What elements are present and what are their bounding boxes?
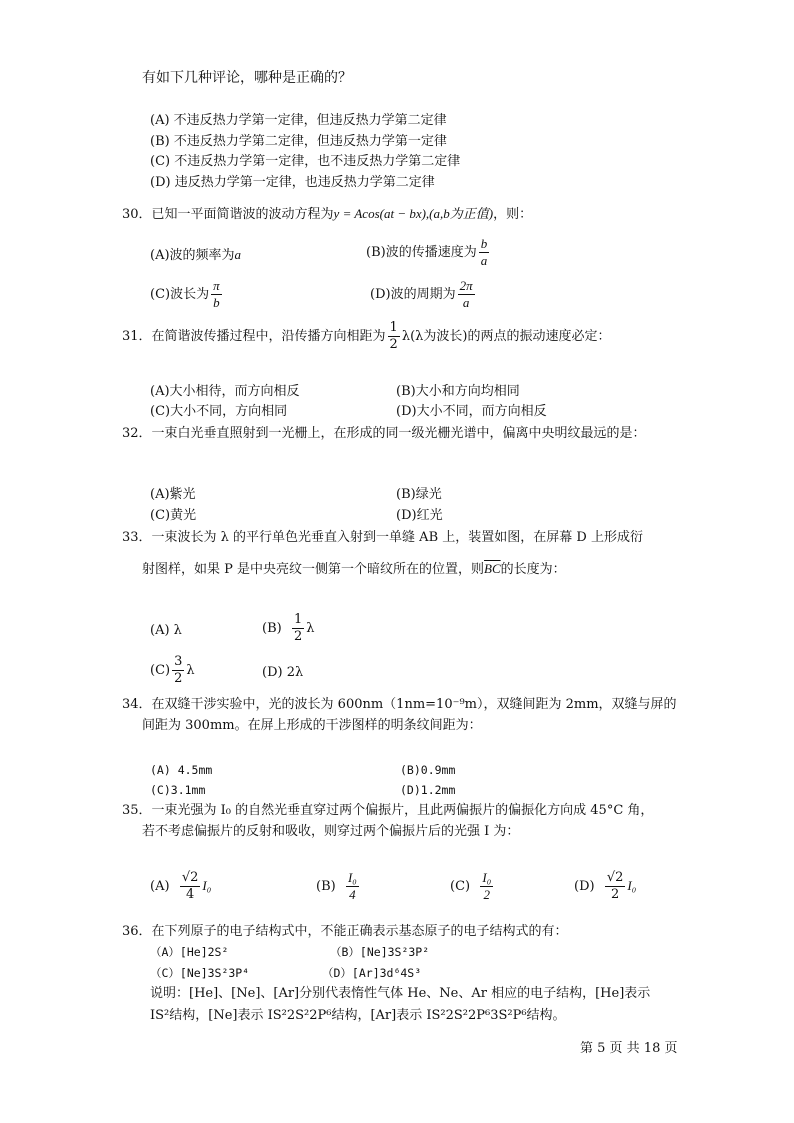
- q33-option-c-fraction: [172, 654, 184, 687]
- q35-option-c-fraction: [480, 870, 493, 903]
- q33-option-b-label: (B): [262, 621, 282, 636]
- q33-option-b-fraction: [292, 612, 304, 645]
- q30-option-d-fraction: [458, 278, 475, 311]
- q29-stem: 有如下几种评论，哪种是正确的？: [142, 70, 352, 86]
- q33-b-numerator: 1: [293, 612, 303, 627]
- q30-option-a: [150, 246, 241, 265]
- q31-option-b: (B)大小和方向均相同: [396, 384, 520, 399]
- q29-option-c: (C) 不违反热力学第一定律，也不违反热力学第二定律: [150, 154, 461, 169]
- q32-stem: 32．一束白光垂直照射到一光栅上，在形成的同一级光栅光谱中，偏离中央明纹最远的是：: [122, 426, 646, 441]
- q30-b-numerator: b: [480, 236, 488, 251]
- q31-lambda: λ(λ为波长): [401, 329, 468, 344]
- q35-option-c-label: (C): [450, 879, 471, 894]
- q34-line2: 间距为 300mm。在屏上形成的干涉图样的明条纹间距为：: [142, 718, 482, 733]
- q30-d-denominator: a: [462, 295, 470, 310]
- q34-option-c: (C)3.1mm: [150, 783, 206, 797]
- q36-option-a: （A）[He]2S²: [150, 945, 229, 959]
- q31-suffix: 的两点的振动速度必定：: [467, 329, 611, 344]
- q35-option-d-fraction: [605, 870, 626, 903]
- q35-line2: 若不考虑偏振片的反射和吸收，则穿过两个偏振片后的光强 I 为：: [142, 824, 520, 839]
- q35-c-numerator: I₀: [482, 870, 492, 885]
- q31-denominator: 2: [389, 337, 398, 352]
- q35-a-numerator: √2: [181, 870, 199, 885]
- q34-option-d: (D)1.2mm: [400, 783, 456, 797]
- q33-option-d: (D) 2λ: [262, 665, 304, 680]
- q35-option-a: [150, 870, 211, 903]
- q30-option-b-label: (B)波的传播速度为: [366, 245, 477, 260]
- q30-option-c: [150, 278, 224, 311]
- q34-line1: 34．在双缝干涉实验中，光的波长为 600nm（1nm=10⁻⁹m），双缝间距为 2mm，双缝与屏的: [122, 697, 677, 712]
- q31-option-a: (A)大小相待，而方向相反: [150, 384, 300, 399]
- q30-option-d-label: (D)波的周期为: [370, 287, 456, 302]
- q30-option-c-fraction: [211, 278, 222, 311]
- q33-c-lambda: λ: [186, 663, 195, 678]
- q33-c-denominator: 2: [174, 671, 183, 686]
- q35-option-a-fraction: [180, 870, 201, 903]
- q34-option-a: (A) 4.5mm: [150, 763, 213, 777]
- q30-option-c-label: (C)波长为: [150, 287, 210, 302]
- q33-line2-prefix: 射图样，如果 P 是中央亮纹一侧第一个暗纹所在的位置，则: [142, 562, 485, 577]
- q30-c-numerator: π: [213, 278, 220, 293]
- q35-option-b-label: (B): [316, 879, 336, 894]
- q35-b-denominator: 4: [349, 887, 356, 902]
- q30-option-a-label: (A)波的频率为: [150, 248, 235, 263]
- q35-d-intensity: I₀: [627, 878, 637, 893]
- q30-suffix: ，则：: [493, 207, 533, 222]
- q31-fraction: [388, 320, 400, 353]
- q30-stem: [122, 205, 532, 224]
- q36-option-b: （B）[Ne]3S²3P²: [330, 945, 430, 959]
- q36-option-c: （C）[Ne]3S²3P⁴: [150, 966, 250, 980]
- q35-option-d-label: (D): [574, 879, 595, 894]
- q30-option-d: [370, 278, 477, 311]
- q33-line1: 33．一束波长为 λ 的平行单色光垂直入射到一单缝 AB 上，装置如图，在屏幕 D 上形成衍: [122, 530, 643, 545]
- q30-option-a-var: a: [234, 247, 242, 262]
- page-number: 第 5 页 共 18 页: [580, 1041, 678, 1056]
- q33-option-c: [150, 654, 195, 687]
- q33-b-denominator: 2: [293, 629, 303, 644]
- q30-equation: y = Acos(at − bx),(a,b为正值): [333, 206, 494, 221]
- q31-option-d: (D)大小不同，而方向相反: [396, 404, 547, 419]
- q35-b-numerator: I₀: [347, 870, 357, 885]
- q29-option-a: (A) 不违反热力学第一定律，但违反热力学第二定律: [150, 113, 447, 128]
- q29-option-d: (D) 违反热力学第一定律，也违反热力学第二定律: [150, 175, 435, 190]
- q35-option-b: [316, 870, 361, 903]
- q36-note-line1: 说明：[He]、[Ne]、[Ar]分别代表惰性气体 He、Ne、Ar 相应的电子结构，[He]表示: [150, 986, 651, 1001]
- q35-option-c: [450, 870, 495, 903]
- q34-option-b: (B)0.9mm: [400, 763, 456, 777]
- q33-option-a: (A) λ: [150, 623, 182, 638]
- q33-b-lambda: λ: [306, 621, 315, 636]
- q29-option-b: (B) 不违反热力学第二定律，但违反热力学第一定律: [150, 134, 447, 149]
- q33-c-numerator: 3: [174, 654, 183, 669]
- q35-a-denominator: 4: [185, 887, 195, 902]
- q33-line2-suffix: 的长度为：: [500, 562, 566, 577]
- q35-d-denominator: 2: [610, 887, 620, 902]
- q32-option-c: (C)黄光: [150, 508, 197, 523]
- q35-option-b-fraction: [346, 870, 359, 903]
- q33-option-b: [262, 612, 315, 645]
- q35-line1: 35．一束光强为 I₀ 的自然光垂直穿过两个偏振片，且此两偏振片的偏振化方向成 45°C 角，: [122, 803, 654, 818]
- q31-stem: [122, 320, 610, 353]
- q30-b-denominator: a: [480, 253, 488, 268]
- q30-prefix: 30．已知一平面简谐波的波动方程为: [122, 207, 334, 222]
- q35-option-d: [574, 870, 636, 903]
- q36-option-d: （D）[Ar]3d⁶4S³: [322, 966, 422, 980]
- q36-stem: 36．在下列原子的电子结构式中，不能正确表示基态原子的电子结构式的有：: [122, 924, 568, 939]
- q35-d-numerator: √2: [606, 870, 624, 885]
- q33-line2: [142, 560, 566, 579]
- q35-option-a-label: (A): [150, 879, 170, 894]
- q30-option-b-fraction: [479, 236, 490, 269]
- q31-option-c: (C)大小不同，方向相同: [150, 404, 288, 419]
- q30-option-b: [366, 236, 491, 269]
- q33-segment-bc: $\overline{BC}$: [484, 561, 501, 576]
- q35-c-denominator: 2: [483, 887, 491, 902]
- q31-prefix: 31．在简谐波传播过程中，沿传播方向相距为: [122, 329, 386, 344]
- q33-option-c-label: (C): [150, 663, 171, 678]
- q30-c-denominator: b: [213, 295, 220, 310]
- q32-option-d: (D)红光: [396, 508, 443, 523]
- q36-note-line2: IS²结构，[Ne]表示 IS²2S²2P⁶结构，[Ar]表示 IS²2S²2P⁶3S²P⁶结构。: [150, 1008, 566, 1023]
- q35-a-intensity: I₀: [202, 878, 212, 893]
- q32-option-a: (A)紫光: [150, 487, 196, 502]
- q31-numerator: 1: [389, 320, 398, 335]
- q30-d-numerator: 2π: [459, 278, 473, 293]
- q32-option-b: (B)绿光: [396, 487, 442, 502]
